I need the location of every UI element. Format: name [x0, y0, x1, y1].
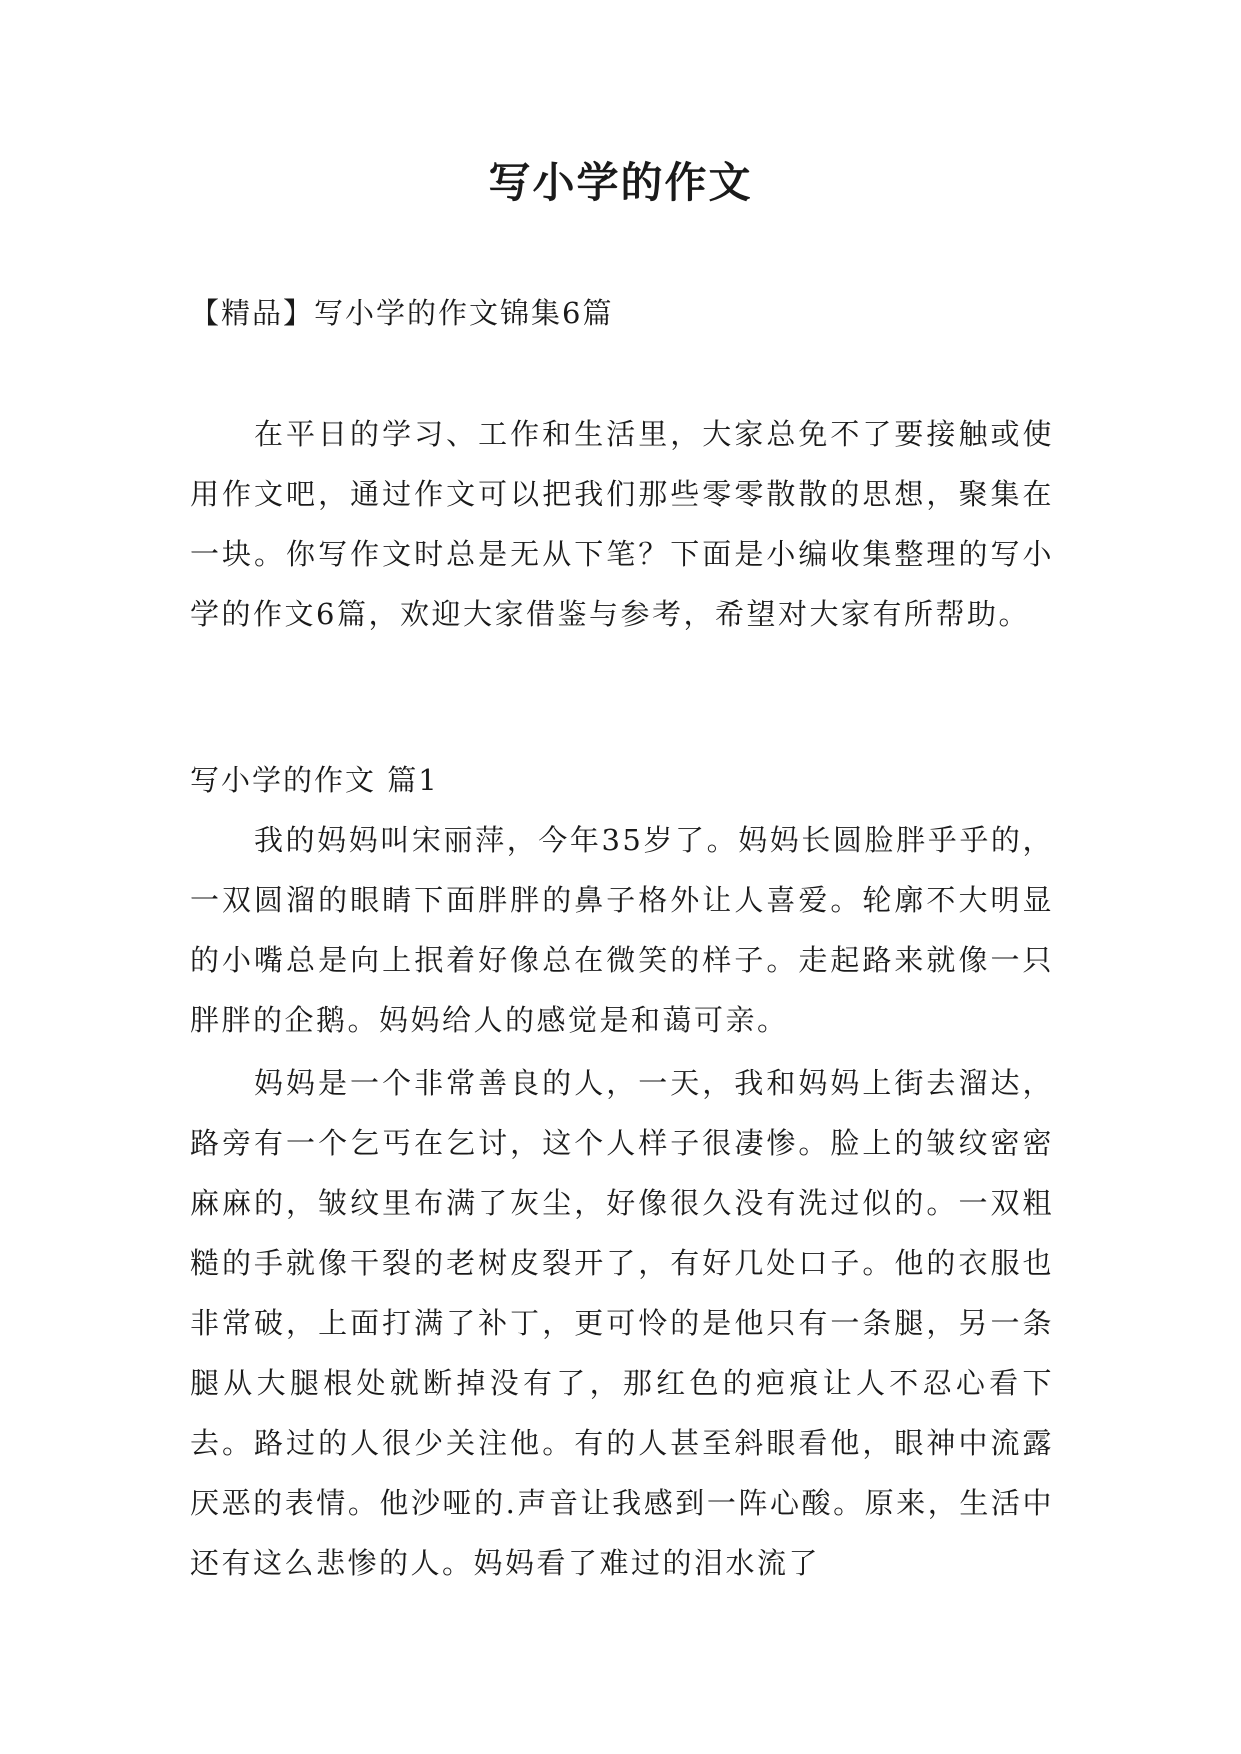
section-heading: 写小学的作文 篇1: [190, 763, 439, 797]
paragraph-1-text: 我的妈妈叫宋丽萍，今年35岁了。妈妈长圆脸胖乎乎的，一双圆溜的眼睛下面胖胖的鼻子格外让人喜爱。轮廓不大明显的小嘴总是向上抿着好像总在微笑的样子。走起路来就像一只胖胖的企鹅。妈妈给人的感觉是和蔼可亲。: [190, 823, 1054, 1037]
document-subtitle: 【精品】写小学的作文锦集6篇: [190, 296, 614, 330]
paragraph-1: [190, 810, 1054, 1050]
paragraph-2-text: 妈妈是一个非常善良的人，一天，我和妈妈上街去溜达，路旁有一个乞丐在乞讨，这个人样子很凄惨。脸上的皱纹密密麻麻的，皱纹里布满了灰尘，好像很久没有洗过似的。一双粗糙的手就像干裂的老树皮裂开了，有好几处口子。他的衣服也非常破，上面打满了补丁，更可怜的是他只有一条腿，另一条腿从大腿根处就断掉没有了，那红色的疤痕让人不忍心看下去。路过的人很少关注他。有的人甚至斜眼看他，眼神中流露厌恶的表情。他沙哑的.声音让我感到一阵心酸。原来，生活中还有这么悲惨的人。妈妈看了难过的泪水流了: [190, 1066, 1054, 1580]
intro-paragraph: [190, 404, 1054, 644]
paragraph-2: [190, 1053, 1054, 1593]
document-title: 写小学的作文: [488, 158, 753, 207]
intro-text: 在平日的学习、工作和生活里，大家总免不了要接触或使用作文吧，通过作文可以把我们那些零零散散的思想，聚集在一块。你写作文时总是无从下笔？下面是小编收集整理的写小学的作文6篇，欢迎大家借鉴与参考，希望对大家有所帮助。: [190, 417, 1054, 631]
